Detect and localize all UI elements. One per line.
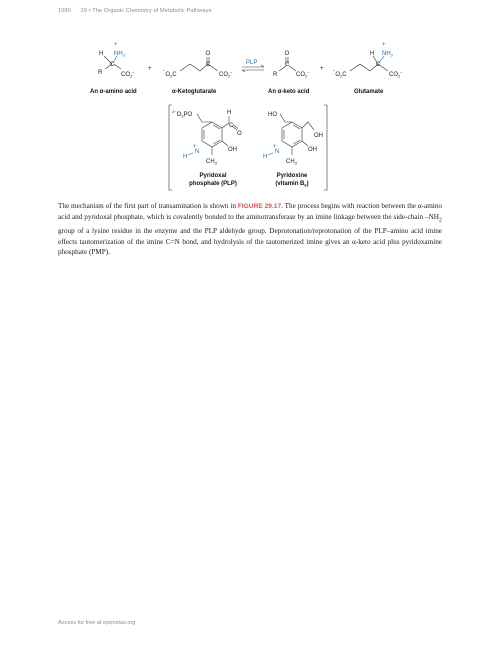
plus-sign-1: +	[148, 66, 152, 72]
atom-oh: OH	[228, 147, 237, 153]
atom-r: R	[98, 70, 103, 76]
atom-n: N	[275, 149, 280, 155]
atom-h: H	[263, 154, 268, 160]
atom-h: H	[183, 154, 188, 160]
label-keto-acid: An α-keto acid	[268, 89, 310, 95]
atom-h: H	[227, 110, 232, 116]
pyridoxine-structure	[263, 112, 323, 166]
atom-co2: $CO_2^-$	[121, 69, 135, 79]
atom-oh: OH	[314, 133, 323, 139]
atom-ho: HO	[268, 112, 277, 118]
atom-o2c: $^-O_2C$	[163, 68, 177, 79]
atom-h: H	[99, 51, 104, 57]
glutamate-structure	[333, 42, 403, 79]
figure-ref-link[interactable]: FIGURE 29.17	[237, 203, 282, 210]
atom-nh3: $NH_3$	[114, 51, 125, 58]
atom-c: C	[229, 123, 234, 129]
label-amino-acid: An α-amino acid	[90, 89, 137, 95]
left-bracket	[169, 105, 172, 190]
atom-o: O	[205, 51, 211, 57]
label-plp-line1: Pyridoxal	[199, 173, 227, 179]
atom-o: O	[284, 51, 290, 57]
plp-structure	[172, 109, 242, 166]
label-glutamate: Glutamate	[354, 89, 384, 95]
atom-o: O	[237, 131, 242, 137]
atom-nh3: $NH_3$	[382, 51, 393, 58]
atom-c: C	[376, 62, 381, 68]
charge-plus: +	[273, 144, 277, 150]
right-bracket	[324, 105, 327, 190]
atom-r: R	[273, 72, 278, 78]
atom-o3po: $^{2-}O_3PO$	[172, 109, 193, 119]
label-plp-line2: phosphate (PLP)	[189, 181, 237, 187]
atom-c: C	[285, 62, 290, 68]
charge-plus: +	[114, 42, 118, 48]
atom-oh: OH	[308, 147, 317, 153]
amino-acid-structure	[98, 42, 135, 79]
transamination-scheme	[0, 0, 500, 200]
ketoglutarate-structure	[163, 51, 233, 79]
atom-o2c: $^-O_2C$	[333, 68, 347, 79]
atom-ch3: $CH_3$	[286, 159, 297, 166]
atom-c: C	[206, 62, 211, 68]
equilibrium-arrow	[242, 60, 264, 72]
charge-plus: +	[193, 144, 197, 150]
label-ketoglutarate: α-Ketoglutarate	[172, 89, 217, 95]
page-number: 1090	[58, 8, 71, 14]
atom-n: N	[195, 149, 200, 155]
chapter-title: 29 • The Organic Chemistry of Metabolic Pathways	[80, 8, 212, 14]
atom-h: H	[370, 51, 375, 57]
atom-co2: $CO_2^-$	[219, 69, 233, 79]
atom-ch3: $CH_3$	[206, 159, 217, 166]
atom-co2: $CO_2^-$	[389, 69, 403, 79]
plus-sign-2: +	[320, 66, 324, 72]
charge-plus: +	[382, 42, 386, 48]
footer-credit: Access for free at openstax.org	[58, 620, 136, 626]
arrow-label: PLP	[246, 60, 258, 66]
atom-co2: $CO_2^-$	[296, 69, 310, 79]
keto-acid-structure	[273, 51, 310, 79]
body-paragraph: The mechanism of the first part of transamination is shown in FIGURE 29.17. The process begins with reaction between the α-amino acid and pyridoxal phosphate, which is covalently bonded to the aminotransferase by an imine linkage between the side-chain $-NH_2$ group of a lysine residue in the enzyme and the PLP aldehyde group. Deprotonation/reprotonation of the PLP–amino acid imine effects tautomerization of the imine C=N bond, and hydrolysis of the tautomerized imine gives an α-keto acid plus pyridoxamine phosphate (PMP).	[58, 202, 442, 257]
atom-c: C	[110, 62, 115, 68]
label-pyridoxine-line2: (vitamin $B_6$)	[275, 181, 309, 188]
label-pyridoxine-line1: Pyridoxine	[276, 173, 308, 179]
